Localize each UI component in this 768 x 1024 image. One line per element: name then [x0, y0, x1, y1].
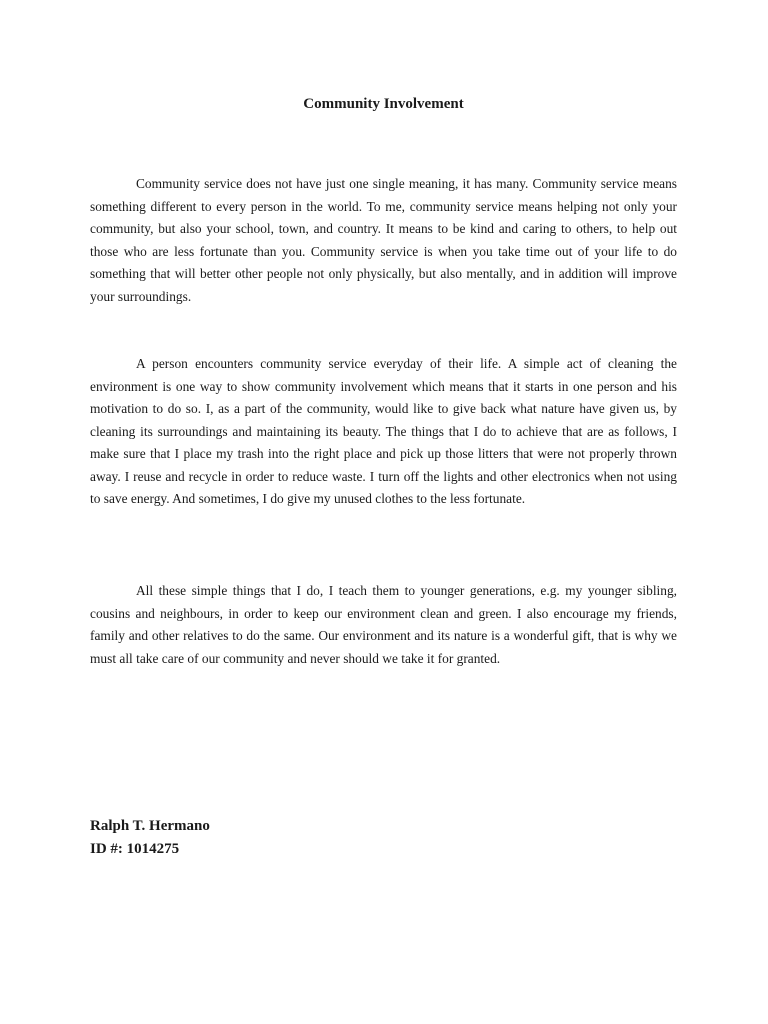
author-name: Ralph T. Hermano	[90, 818, 210, 834]
paragraph-1: Community service does not have just one single meaning, it has many. Community service means something different to every person in the world. To me, community service means helping not only your community, but also your school, town, and country. It means to be kind and caring to others, to help out those who are less fortunate than you. Community service is when you take time out of your life to do something that will better other people not only physically, but also mentally, and in addition will improve your surroundings.	[90, 176, 677, 304]
document-page	[90, 0, 677, 1024]
paragraph-2: A person encounters community service everyday of their life. A simple act of cleaning the environment is one way to show community involvement which means that it starts in one person and his motivation to do so. I, as a part of the community, would like to give back what nature have given us, by cleaning its surroundings and maintaining its beauty. The things that I do to achieve that are as follows, I make sure that I place my trash into the right place and pick up those litters that were not properly thrown away. I reuse and recycle in order to reduce waste. I turn off the lights and other electronics when not using to save energy. And sometimes, I do give my unused clothes to the less fortunate.	[90, 356, 677, 506]
author-id: ID #: 1014275	[90, 841, 180, 857]
paragraph-3: All these simple things that I do, I teach them to younger generations, e.g. my younger sibling, cousins and neighbours, in order to keep our environment clean and green. I also encourage my friends, family and other relatives to do the same. Our environment and its nature is a wonderful gift, that is why we must all take care of our community and never should we take it for granted.	[90, 583, 677, 666]
document-title: Community Involvement	[303, 96, 464, 112]
